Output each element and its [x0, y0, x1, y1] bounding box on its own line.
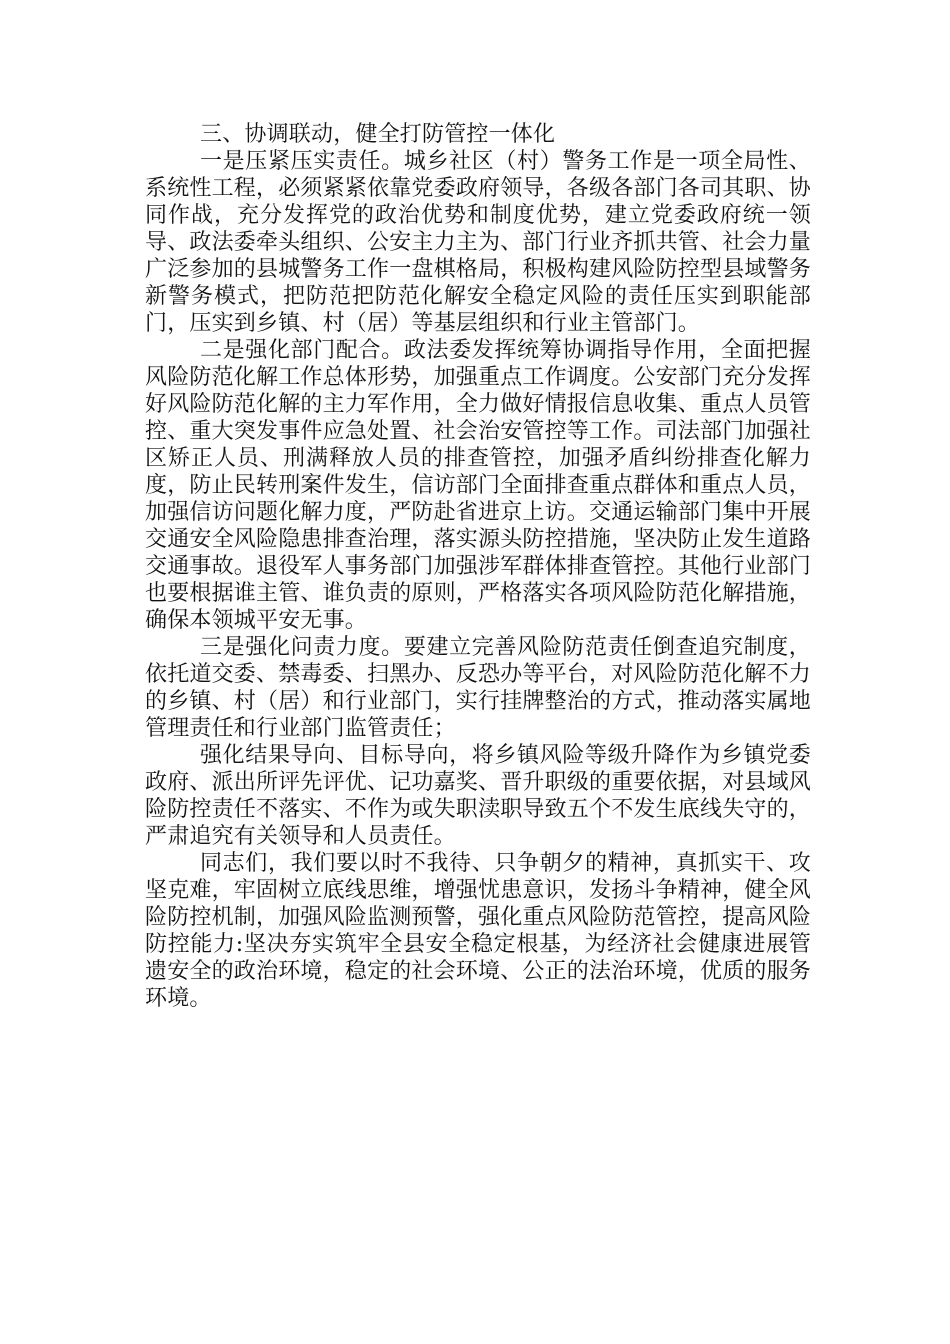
paragraph-responsibility: 一是压紧压实责任。城乡社区（村）警务工作是一项全局性、系统性工程，必须紧紧依靠党委政府领导，各级各部门各司其职、协同作战，充分发挥党的政治优势和制度优势，建立党委政府统一领导、政法委牵头组织、公安主力主为、部门行业齐抓共管、社会力量广泛参加的县城警务工作一盘棋格局，积极构建风险防控型县域警务新警务模式，把防范把防范化解安全稳定风险的责任压实到职能部门，压实到乡镇、村（居）等基层组织和行业主管部门。 — [145, 149, 812, 336]
section-heading: 三、协调联动，健全打防管控一体化 — [200, 122, 556, 147]
paragraph-accountability: 三是强化问责力度。要建立完善风险防范责任倒查追究制度，依托道交委、禁毒委、扫黑办、反恐办等平台，对风险防范化解不力的乡镇、村（居）和行业部门，实行挂牌整治的方式，推动落实属地管理责任和行业部门监管责任； — [145, 635, 812, 741]
paragraph-coordination: 二是强化部门配合。政法委发挥统筹协调指导作用，全面把握风险防范化解工作总体形势，加强重点工作调度。公安部门充分发挥好风险防范化解的主力军作用，全力做好情报信息收集、重点人员管控、重大突发事件应急处置、社会治安管控等工作。司法部门加强社区矫正人员、刑满释放人员的排查管控，加强矛盾纠纷排查化解力度，防止民转刑案件发生，信访部门全面排查重点群体和重点人员，加强信访问题化解力度，严防赴省进京上访。交通运输部门集中开展交通安全风险隐患排查治理，落实源头防控措施，坚决防止发生道路交通事故。退役军人事务部门加强涉军群体排查管控。其他行业部门也要根据谁主管、谁负责的原则，严格落实各项风险防范化解措施，确保本领城平安无事。 — [145, 338, 812, 633]
paragraph-conclusion: 同志们，我们要以时不我待、只争朝夕的精神，真抓实干、攻坚克难，牢固树立底线思维，增强忧患意识，发扬斗争精神，健全风险防控机制，加强风险监测预警，强化重点风险防范管控，提高风险防控能力:坚决夯实筑牢全县安全稳定根基，为经济社会健康进展管遗安全的政治环境，稳定的社会环境、公正的法治环境，优质的服务环境。 — [145, 851, 812, 1011]
paragraph-results-orientation: 强化结果导向、目标导向，将乡镇风险等级升降作为乡镇党委政府、派出所评先评优、记功嘉奖、晋升职级的重要依据，对县域风险防控责任不落实、不作为或失职渎职导致五个不发生底线失守的，严肃追究有关领导和人员责任。 — [145, 743, 812, 849]
document-body — [145, 121, 811, 1012]
